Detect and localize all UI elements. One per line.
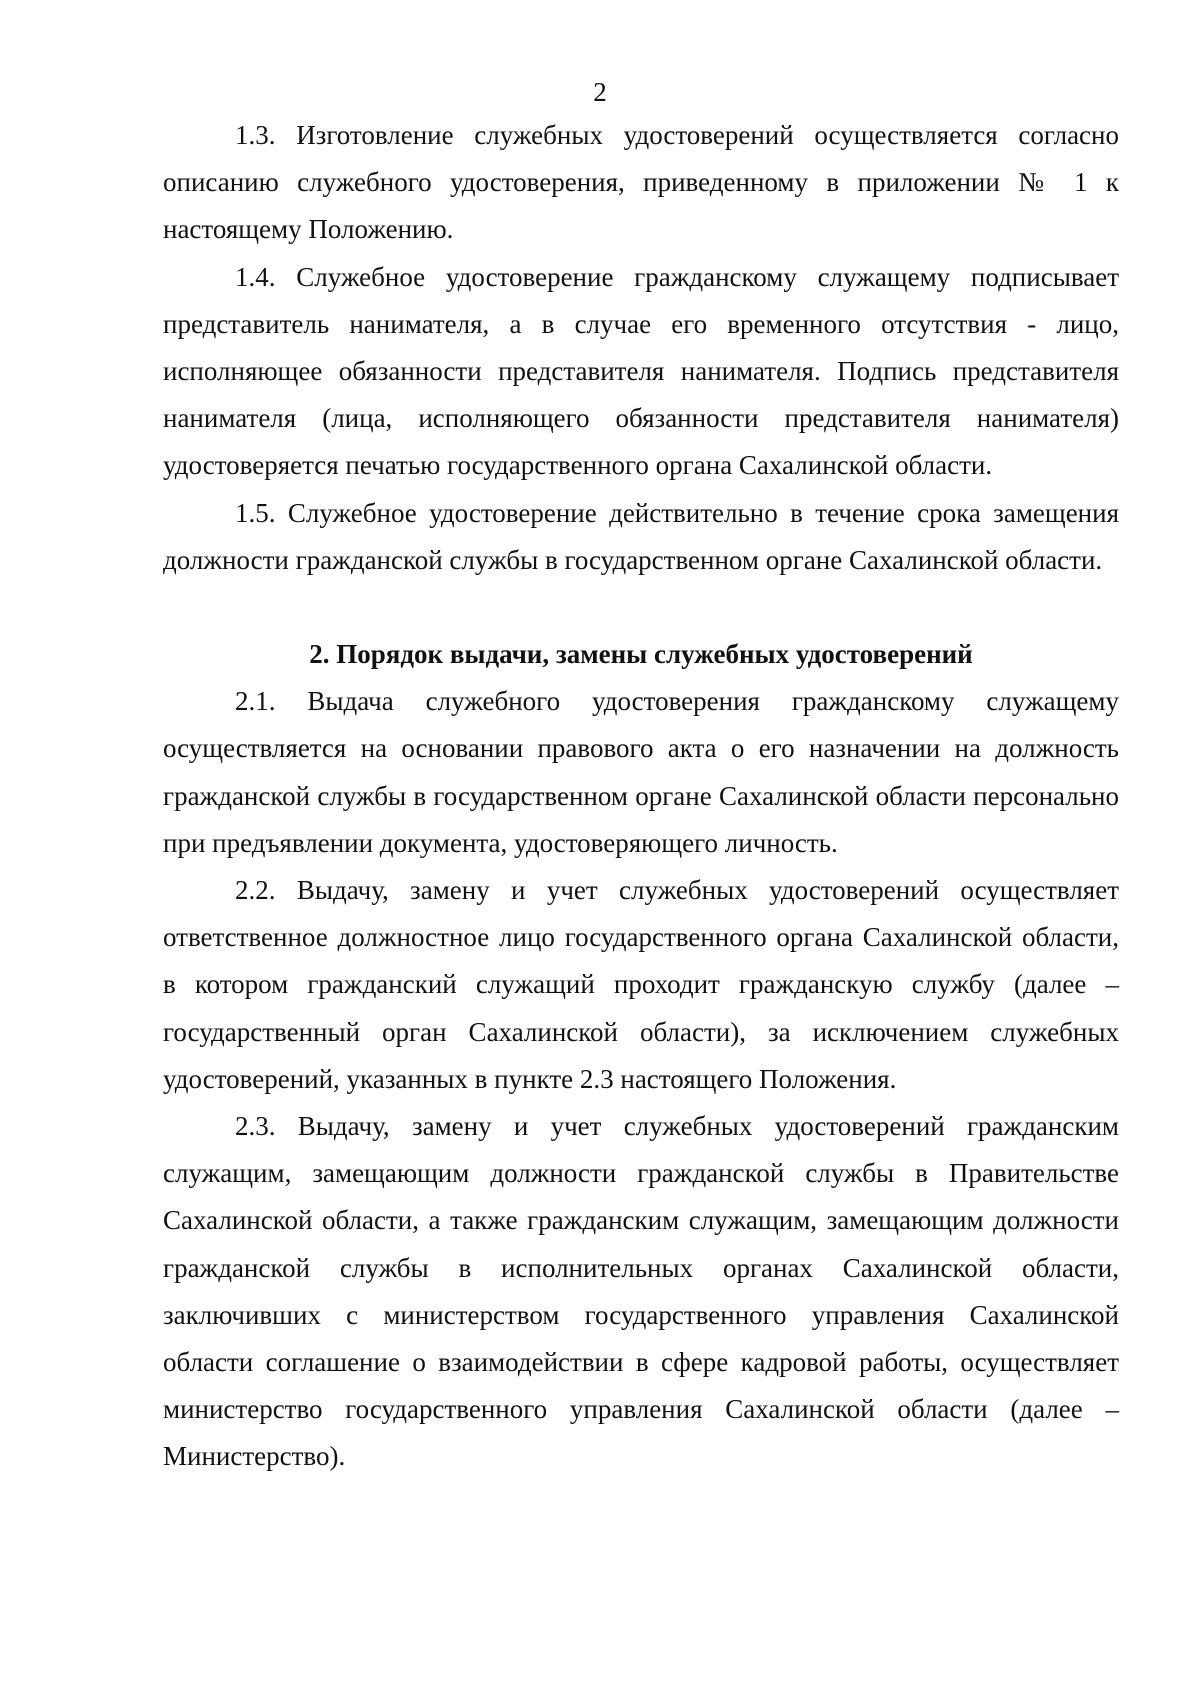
- paragraph-2-1: 2.1. Выдача служебного удостоверения гражданскому служащему осуществляется на основании правового акта о его назначении на должность гражданской службы в государственном органе Сахалинской области персонально при предъявлении документа, удостоверяющего личность.: [163, 686, 1119, 858]
- section-heading: 2. Порядок выдачи, замены служебных удостоверений: [309, 639, 973, 670]
- page-number: 2: [593, 77, 607, 107]
- document-body: [163, 112, 1119, 1481]
- paragraph-1-3: 1.3. Изготовление служебных удостоверений осуществляется согласно описанию служебного удостоверения, приведенному в приложении № 1 к настоящему Положению.: [163, 120, 1119, 245]
- paragraph-1-5: 1.5. Служебное удостоверение действительно в течение срока замещения должности гражданской службы в государственном органе Сахалинской области.: [163, 497, 1119, 575]
- paragraph-2-3: 2.3. Выдачу, замену и учет служебных удостоверений гражданским служащим, замещающим должности гражданской службы в Правительстве Сахалинской области, а также гражданским служащим, замещающим должности гражданской службы в исполнительных органах Сахалинской области, заключивших с министерством государственного управления Сахалинской области соглашение о взаимодействии в сфере кадровой работы, осуществляет министерство государственного управления Сахалинской области (далее – Министерство).: [163, 1111, 1119, 1472]
- paragraph-1-4: 1.4. Служебное удостоверение гражданскому служащему подписывает представитель нанимателя, а в случае его временного отсутствия - лицо, исполняющее обязанности представителя нанимателя. Подпись представителя нанимателя (лица, исполняющего обязанности представителя нанимателя) удостоверяется печатью государственного органа Сахалинской области.: [163, 261, 1119, 481]
- paragraph-2-2: 2.2. Выдачу, замену и учет служебных удостоверений осуществляет ответственное должностное лицо государственного органа Сахалинской области, в котором гражданский служащий проходит гражданскую службу (далее – государственный орган Сахалинской области), за исключением служебных удостоверений, указанных в пункте 2.3 настоящего Положения.: [163, 875, 1119, 1094]
